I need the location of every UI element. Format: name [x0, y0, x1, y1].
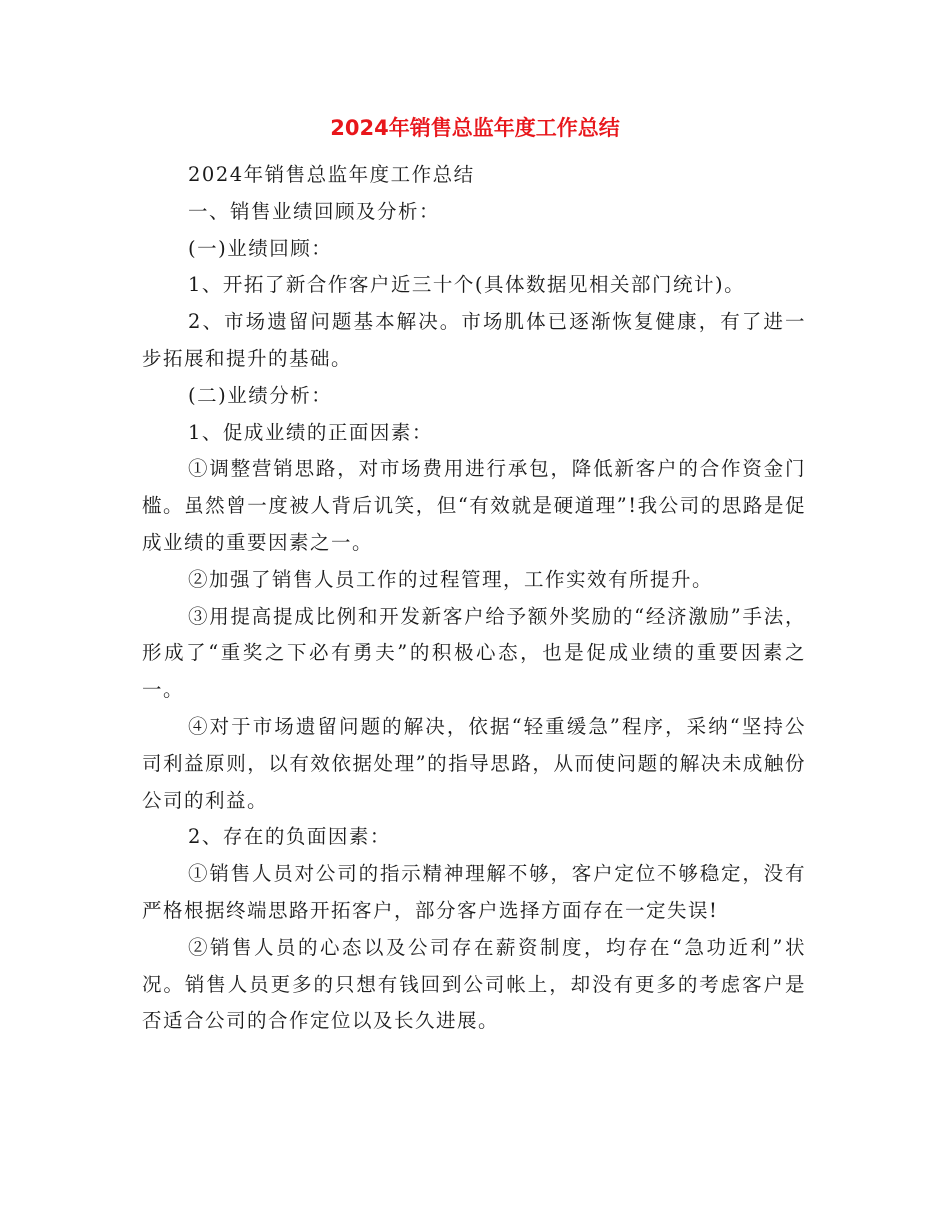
paragraph-positive-factors-heading: 1、促成业绩的正面因素：	[188, 420, 433, 444]
paragraph-negative-factor-2: ②销售人员的心态以及公司存在薪资制度，均存在“急功近利”状况。销售人员更多的只想有钱回到公司帐上，却没有更多的考虑客户是否适合公司的合作定位以及长久进展。	[142, 935, 806, 1033]
paragraph-section-heading: 一、销售业绩回顾及分析：	[188, 199, 441, 223]
paragraph-positive-factor-2: ②加强了销售人员工作的过程管理，工作实效有所提升。	[188, 567, 714, 591]
paragraph-negative-factors-heading: 2、存在的负面因素：	[188, 825, 391, 849]
document-body	[142, 157, 806, 1040]
paragraph-positive-factor-3: ③用提高提成比例和开发新客户给予额外奖励的“经济激励”手法，形成了“重奖之下必有勇夫”的积极心态，也是促成业绩的重要因素之一。	[142, 604, 806, 702]
paragraph-subtitle: 2024年销售总监年度工作总结	[188, 163, 475, 186]
paragraph-subsection-review: (一)业绩回顾：	[188, 236, 333, 260]
paragraph-positive-factor-1: ①调整营销思路，对市场费用进行承包，降低新客户的合作资金门槛。虽然曾一度被人背后讥笑，但“有效就是硬道理”!我公司的思路是促成业绩的重要因素之一。	[142, 457, 806, 554]
paragraph-review-item-2: 2、市场遗留问题基本解决。市场肌体已逐渐恢复健康，有了进一步拓展和提升的基础。	[142, 310, 806, 370]
paragraph-positive-factor-4: ④对于市场遗留问题的解决，依据“轻重缓急”程序，采纳“坚持公司利益原则，以有效依据处理”的指导思路，从而使问题的解决未成触份公司的利益。	[142, 714, 806, 812]
paragraph-subsection-analysis: (二)业绩分析：	[188, 383, 333, 407]
document-title: 2024年销售总监年度工作总结	[330, 116, 620, 140]
paragraph-review-item-1: 1、开拓了新合作客户近三十个(具体数据见相关部门统计)。	[188, 273, 746, 297]
paragraph-negative-factor-1: ①销售人员对公司的指示精神理解不够，客户定位不够稳定，没有严格根据终端思路开拓客户，部分客户选择方面存在一定失误!	[142, 862, 806, 922]
